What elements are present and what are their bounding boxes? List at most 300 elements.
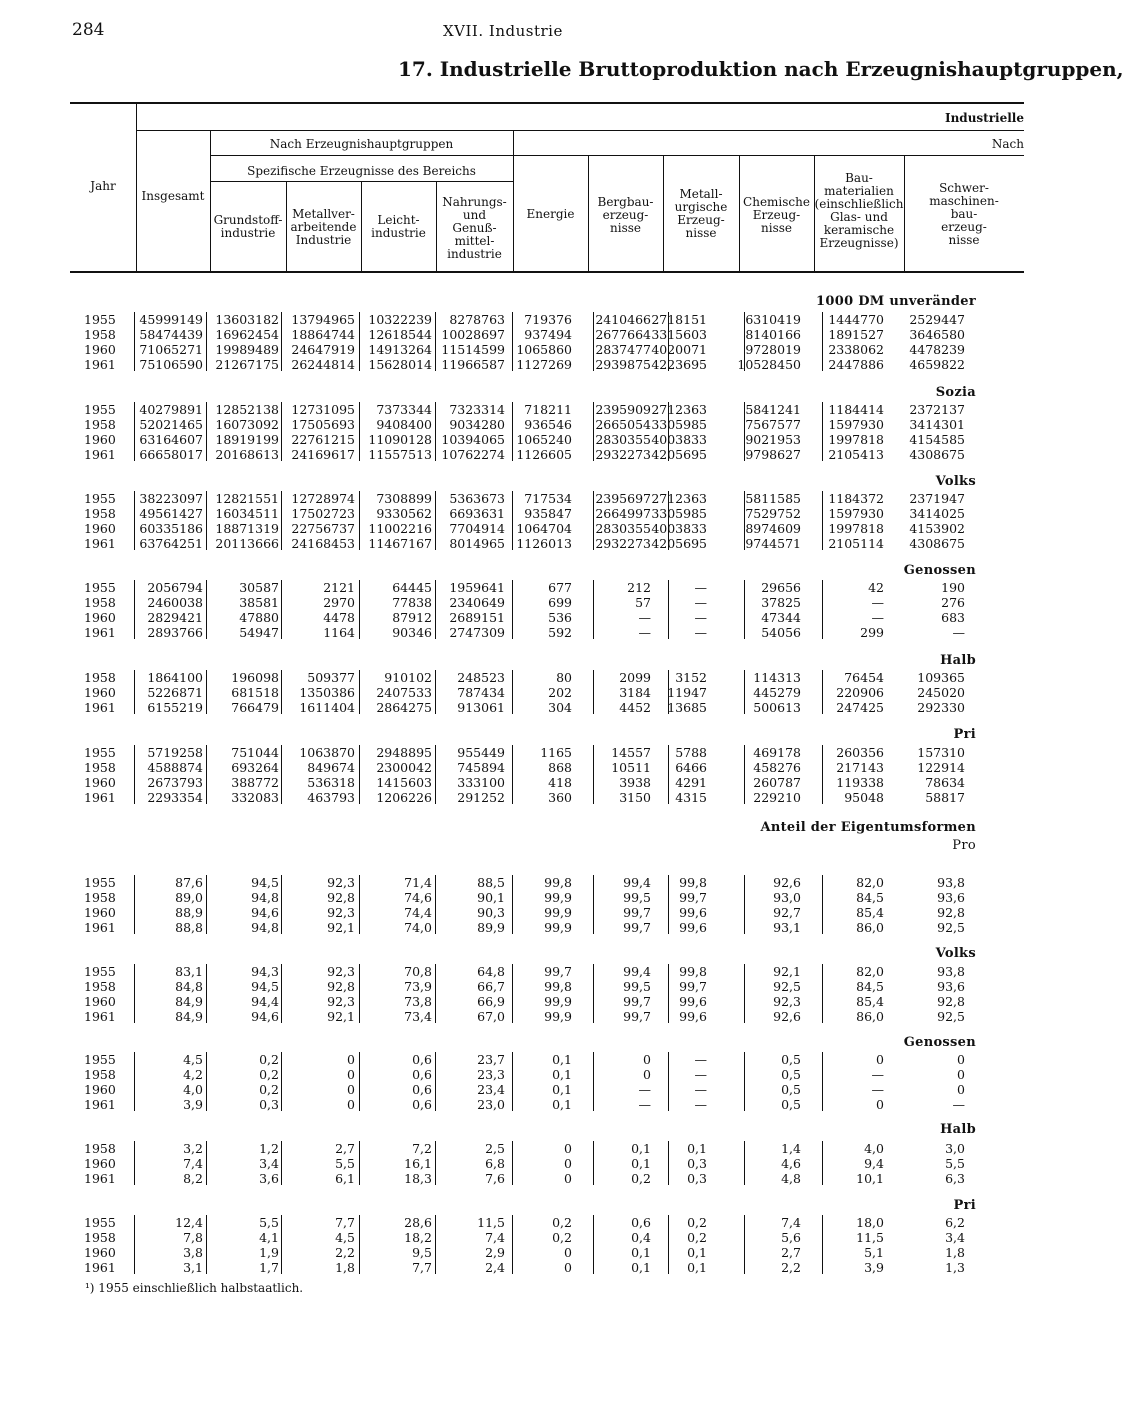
table-row: [0, 891, 1024, 904]
section-label: Genossen: [903, 563, 976, 578]
table-cell: 28,6: [404, 1215, 432, 1230]
table-cell: 0,2: [259, 1082, 279, 1097]
table-cell: 18919199: [215, 432, 279, 447]
table-cell: 57: [635, 595, 651, 610]
table-cell: 17505693: [291, 417, 355, 432]
header-jahr: Jahr: [90, 179, 116, 193]
table-cell: 4478239: [909, 342, 965, 357]
table-cell: 1126605: [516, 447, 572, 462]
table-cell: 260787: [753, 775, 801, 790]
table-cell: 7323314: [449, 402, 505, 417]
table-cell: 1891527: [828, 327, 884, 342]
table-cell: 4153902: [909, 521, 965, 536]
page-number: 284: [72, 20, 105, 40]
table-cell: 1611404: [299, 700, 355, 715]
table-cell: 0,1: [631, 1141, 651, 1156]
table-cell: —: [952, 1097, 965, 1112]
table-cell: 23,4: [477, 1082, 505, 1097]
column-header: Energie: [526, 207, 575, 221]
table-cell: 4,6: [781, 1156, 801, 1171]
table-row: [0, 358, 1024, 371]
table-cell: 1350386: [299, 685, 355, 700]
table-cell: 94,8: [251, 890, 279, 905]
table-cell: 388772: [231, 775, 279, 790]
table-cell: 1063870: [299, 745, 355, 760]
table-cell: 7567577: [745, 417, 801, 432]
table-cell: 2932273: [595, 447, 651, 462]
table-cell: 2340649: [449, 595, 505, 610]
table-cell: 9021953: [745, 432, 801, 447]
table-cell: 212: [627, 580, 651, 595]
column-header: Leicht- industrie: [371, 213, 426, 240]
table-cell: 2338062: [828, 342, 884, 357]
table-cell: 11090128: [368, 432, 432, 447]
table-cell: 89,0: [175, 890, 203, 905]
table-cell: 93,6: [937, 979, 965, 994]
table-cell: 0,6: [412, 1082, 432, 1097]
table-cell: 84,5: [856, 890, 884, 905]
table-cell: 99,6: [679, 994, 707, 1009]
table-cell: —: [638, 625, 651, 640]
table-cell: 18,2: [404, 1230, 432, 1245]
table-cell: 2293354: [147, 790, 203, 805]
table-cell: 190: [941, 580, 965, 595]
table-cell: 1997818: [828, 521, 884, 536]
table-cell: 304: [548, 700, 572, 715]
table-cell: 0,2: [552, 1230, 572, 1245]
table-cell: 84,9: [175, 994, 203, 1009]
table-cell: 913061: [457, 700, 505, 715]
table-cell: 4452: [619, 700, 651, 715]
table-cell: 54947: [239, 625, 279, 640]
table-cell: 0: [564, 1171, 572, 1186]
row-year: 1961: [84, 447, 116, 462]
table-cell: 2529447: [909, 312, 965, 327]
row-year: 1955: [84, 964, 116, 979]
table-cell: 1597930: [828, 506, 884, 521]
row-year: 1961: [84, 357, 116, 372]
table-cell: 92,1: [773, 964, 801, 979]
table-cell: 47880: [239, 610, 279, 625]
table-cell: 0,2: [631, 1171, 651, 1186]
table-cell: 64,8: [477, 964, 505, 979]
table-cell: 1597930: [828, 417, 884, 432]
section-label: Halb: [940, 1122, 976, 1137]
table-cell: 16034511: [215, 506, 279, 521]
table-cell: 92,6: [773, 1009, 801, 1024]
table-cell: 1065240: [516, 432, 572, 447]
table-cell: 99,4: [623, 875, 651, 890]
table-cell: 0: [876, 1052, 884, 1067]
table-row: [0, 776, 1024, 789]
table-cell: 2,4: [485, 1260, 505, 1275]
row-year: 1955: [84, 875, 116, 890]
table-row: [0, 433, 1024, 446]
table-cell: 2,2: [781, 1260, 801, 1275]
table-cell: 0: [957, 1052, 965, 1067]
table-cell: 0,2: [687, 1230, 707, 1245]
share-label: Anteil der Eigentumsformen: [760, 820, 976, 835]
table-cell: 699: [548, 595, 572, 610]
table-cell: 5226871: [147, 685, 203, 700]
section-label: Volks: [935, 474, 976, 489]
table-cell: 291252: [457, 790, 505, 805]
table-row: [0, 995, 1024, 1008]
table-cell: —: [638, 1082, 651, 1097]
table-cell: 99,7: [623, 920, 651, 935]
table-cell: 5,5: [945, 1156, 965, 1171]
table-cell: 63764251: [139, 536, 203, 551]
table-row: [0, 1068, 1024, 1081]
table-cell: —: [871, 1067, 884, 1082]
table-row: [0, 1010, 1024, 1023]
table-cell: 11557513: [368, 447, 432, 462]
table-cell: 509377: [307, 670, 355, 685]
table-cell: 88,8: [175, 920, 203, 935]
table-cell: 1065860: [516, 342, 572, 357]
header-nach-erzeugnishauptgruppen: Nach Erzeugnishauptgruppen: [269, 137, 454, 151]
table-cell: 3184: [619, 685, 651, 700]
row-year: 1955: [84, 402, 116, 417]
table-cell: 1959641: [449, 580, 505, 595]
table-cell: 6466: [675, 760, 707, 775]
table-cell: —: [871, 610, 884, 625]
table-cell: 20168613: [215, 447, 279, 462]
table-cell: 3150: [619, 790, 651, 805]
row-year: 1958: [84, 1230, 116, 1245]
table-cell: 0,3: [687, 1171, 707, 1186]
row-year: 1960: [84, 432, 116, 447]
table-cell: 2718151: [651, 312, 707, 327]
section-label: Halb: [940, 653, 976, 668]
table-cell: 86,0: [856, 1009, 884, 1024]
table-cell: 92,1: [327, 1009, 355, 1024]
table-cell: 1127269: [516, 357, 572, 372]
table-cell: 5,6: [781, 1230, 801, 1245]
row-year: 1958: [84, 1067, 116, 1082]
table-cell: 4659822: [909, 357, 965, 372]
table-cell: 16073092: [215, 417, 279, 432]
table-row: [0, 1261, 1024, 1274]
table-cell: 12821551: [215, 491, 279, 506]
column-header: Nahrungs- und Genuß- mittel- industrie: [442, 195, 507, 261]
row-year: 1961: [84, 1097, 116, 1112]
table-cell: 3,6: [259, 1171, 279, 1186]
table-cell: 196098: [231, 670, 279, 685]
table-cell: 114313: [753, 670, 801, 685]
unit-label: 1000 DM unveränder: [816, 294, 976, 309]
table-cell: 58817: [925, 790, 965, 805]
table-cell: 3,9: [183, 1097, 203, 1112]
table-cell: 2372137: [909, 402, 965, 417]
row-year: 1955: [84, 1215, 116, 1230]
table-cell: 0,5: [781, 1097, 801, 1112]
table-cell: 0,6: [412, 1097, 432, 1112]
table-row: [0, 1142, 1024, 1155]
table-cell: 8278763: [449, 312, 505, 327]
table-cell: 9744571: [745, 536, 801, 551]
table-row: [0, 581, 1024, 594]
table-cell: 21267175: [215, 357, 279, 372]
table-cell: 92,8: [937, 905, 965, 920]
table-cell: 7308899: [376, 491, 432, 506]
table-cell: 0,2: [259, 1067, 279, 1082]
table-cell: 86,0: [856, 920, 884, 935]
table-row: [0, 328, 1024, 341]
table-cell: 0,3: [687, 1156, 707, 1171]
section-label: Sozia: [935, 385, 976, 400]
table-cell: 910102: [384, 670, 432, 685]
table-cell: 745894: [457, 760, 505, 775]
table-row: [0, 626, 1024, 639]
table-cell: 2300042: [376, 760, 432, 775]
table-cell: 87,6: [175, 875, 203, 890]
table-cell: 4,0: [864, 1141, 884, 1156]
table-cell: —: [952, 625, 965, 640]
table-cell: 24168453: [291, 536, 355, 551]
table-cell: 0,1: [631, 1245, 651, 1260]
table-cell: 2395909: [595, 402, 651, 417]
table-cell: 47344: [761, 610, 801, 625]
table-cell: 11,5: [477, 1215, 505, 1230]
table-cell: 2407533: [376, 685, 432, 700]
table-row: [0, 746, 1024, 759]
table-cell: 2864275: [376, 700, 432, 715]
table-cell: 937494: [524, 327, 572, 342]
table-cell: 536: [548, 610, 572, 625]
table-cell: 445279: [753, 685, 801, 700]
section-label: Pri: [953, 727, 976, 742]
table-cell: 0,2: [259, 1052, 279, 1067]
table-cell: 94,8: [251, 920, 279, 935]
table-cell: 10322239: [368, 312, 432, 327]
table-cell: 4,8: [781, 1171, 801, 1186]
row-year: 1955: [84, 491, 116, 506]
table-cell: 299: [860, 625, 884, 640]
table-row: [0, 403, 1024, 416]
table-cell: 4,0: [183, 1082, 203, 1097]
table-cell: 99,8: [679, 875, 707, 890]
table-cell: 13685: [667, 700, 707, 715]
column-header: Metallver- arbeitende Industrie: [290, 207, 357, 247]
table-cell: 2712363: [651, 491, 707, 506]
table-cell: 1184372: [828, 491, 884, 506]
table-cell: 94,6: [251, 905, 279, 920]
table-cell: 19989489: [215, 342, 279, 357]
row-year: 1958: [84, 979, 116, 994]
table-cell: 84,9: [175, 1009, 203, 1024]
table-cell: 18871319: [215, 521, 279, 536]
table-cell: 93,1: [773, 920, 801, 935]
table-cell: 248523: [457, 670, 505, 685]
table-cell: 751044: [231, 745, 279, 760]
row-year: 1960: [84, 1245, 116, 1260]
table-cell: 0: [957, 1067, 965, 1082]
row-year: 1958: [84, 670, 116, 685]
table-cell: —: [638, 1097, 651, 1112]
table-cell: 4,2: [183, 1067, 203, 1082]
table-cell: 99,7: [623, 905, 651, 920]
row-year: 1960: [84, 905, 116, 920]
table-cell: 93,6: [937, 890, 965, 905]
row-year: 1958: [84, 327, 116, 342]
row-year: 1960: [84, 610, 116, 625]
table-row: [0, 1246, 1024, 1259]
table-cell: 92,5: [937, 920, 965, 935]
header-spezifische: Spezifische Erzeugnisse des Bereichs: [247, 164, 476, 178]
table-cell: 10762274: [441, 447, 505, 462]
table-cell: 2939875: [595, 357, 651, 372]
table-cell: 12852138: [215, 402, 279, 417]
table-cell: 3152: [675, 670, 707, 685]
column-header: Insgesamt: [141, 189, 205, 203]
table-cell: —: [694, 595, 707, 610]
table-cell: 94,4: [251, 994, 279, 1009]
table-cell: 260356: [836, 745, 884, 760]
footnote: ¹) 1955 einschließlich halbstaatlich.: [85, 1281, 304, 1295]
row-year: 1955: [84, 745, 116, 760]
table-cell: 29656: [761, 580, 801, 595]
table-cell: 4223695: [651, 357, 707, 372]
table-row: [0, 313, 1024, 326]
table-cell: 94,3: [251, 964, 279, 979]
table-cell: 2099: [619, 670, 651, 685]
table-cell: 119338: [836, 775, 884, 790]
table-cell: 0: [564, 1141, 572, 1156]
table-cell: 469178: [753, 745, 801, 760]
table-row: [0, 596, 1024, 609]
table-cell: 4205695: [651, 536, 707, 551]
table-cell: 99,7: [679, 979, 707, 994]
table-cell: 6,2: [945, 1215, 965, 1230]
table-cell: 64445: [392, 580, 432, 595]
table-cell: 3315603: [651, 327, 707, 342]
table-cell: 84,8: [175, 979, 203, 994]
table-cell: 11467167: [368, 536, 432, 551]
table-cell: 2747309: [449, 625, 505, 640]
row-year: 1960: [84, 1156, 116, 1171]
table-cell: 92,7: [773, 905, 801, 920]
table-cell: —: [694, 1067, 707, 1082]
table-cell: 4315: [675, 790, 707, 805]
table-cell: 1,3: [945, 1260, 965, 1275]
table-cell: 10528450: [737, 357, 801, 372]
table-cell: 42: [868, 580, 884, 595]
row-year: 1955: [84, 1052, 116, 1067]
table-cell: 85,4: [856, 994, 884, 1009]
table-cell: 7,7: [412, 1260, 432, 1275]
table-row: [0, 1172, 1024, 1185]
table-cell: 0: [347, 1067, 355, 1082]
table-cell: 80: [556, 670, 572, 685]
table-cell: 85,4: [856, 905, 884, 920]
table-cell: 13603182: [215, 312, 279, 327]
table-cell: 6,8: [485, 1156, 505, 1171]
table-cell: 3,2: [183, 1141, 203, 1156]
table-cell: 0: [643, 1052, 651, 1067]
table-cell: 220906: [836, 685, 884, 700]
table-cell: 2,2: [335, 1245, 355, 1260]
table-cell: 0,2: [687, 1215, 707, 1230]
table-row: [0, 448, 1024, 461]
table-cell: 8140166: [745, 327, 801, 342]
table-row: [0, 876, 1024, 889]
table-cell: 787434: [457, 685, 505, 700]
table-cell: 88,9: [175, 905, 203, 920]
table-cell: 2,7: [335, 1141, 355, 1156]
table-cell: 12731095: [291, 402, 355, 417]
table-cell: 5719258: [147, 745, 203, 760]
table-cell: 7,8: [183, 1230, 203, 1245]
table-cell: 23,0: [477, 1097, 505, 1112]
row-year: 1958: [84, 417, 116, 432]
table-cell: 74,4: [404, 905, 432, 920]
row-year: 1961: [84, 625, 116, 640]
table-row: [0, 921, 1024, 934]
table-cell: 26244814: [291, 357, 355, 372]
table-cell: 78634: [925, 775, 965, 790]
row-year: 1961: [84, 790, 116, 805]
table-cell: 6,1: [335, 1171, 355, 1186]
table-cell: 38581: [239, 595, 279, 610]
header-industrielle: Industrielle: [944, 111, 1024, 125]
table-cell: 18,0: [856, 1215, 884, 1230]
table-cell: 0,6: [412, 1067, 432, 1082]
table-row: [0, 980, 1024, 993]
table-cell: 4,5: [183, 1052, 203, 1067]
table-row: [0, 761, 1024, 774]
row-year: 1960: [84, 994, 116, 1009]
table-cell: 38223097: [139, 491, 203, 506]
row-year: 1958: [84, 1141, 116, 1156]
table-header: [70, 102, 1024, 272]
table-cell: 0: [957, 1082, 965, 1097]
table-cell: 89,9: [477, 920, 505, 935]
table-cell: 17502723: [291, 506, 355, 521]
table-cell: 2395697: [595, 491, 651, 506]
table-cell: 1,8: [945, 1245, 965, 1260]
row-year: 1958: [84, 890, 116, 905]
table-cell: 217143: [836, 760, 884, 775]
table-cell: 955449: [457, 745, 505, 760]
table-cell: 4308675: [909, 447, 965, 462]
table-cell: 92,8: [327, 890, 355, 905]
table-cell: 66658017: [139, 447, 203, 462]
section-label: Pri: [953, 1198, 976, 1213]
row-year: 1961: [84, 1260, 116, 1275]
running-head: XVII. Industrie: [443, 22, 563, 40]
table-cell: 20113666: [215, 536, 279, 551]
table-row: [0, 686, 1024, 699]
table-cell: 3305985: [651, 506, 707, 521]
table-cell: 74,6: [404, 890, 432, 905]
table-cell: 0,3: [259, 1097, 279, 1112]
table-cell: 2105413: [828, 447, 884, 462]
table-cell: 0,4: [631, 1230, 651, 1245]
row-year: 1955: [84, 580, 116, 595]
table-cell: 92,6: [773, 875, 801, 890]
table-cell: 77838: [392, 595, 432, 610]
table-cell: 2447886: [828, 357, 884, 372]
table-cell: 2948895: [376, 745, 432, 760]
table-row: [0, 522, 1024, 535]
table-cell: 868: [548, 760, 572, 775]
table-cell: 73,4: [404, 1009, 432, 1024]
table-cell: 5788: [675, 745, 707, 760]
table-cell: 0,5: [781, 1082, 801, 1097]
table-cell: 99,4: [623, 964, 651, 979]
table-cell: 3305985: [651, 417, 707, 432]
